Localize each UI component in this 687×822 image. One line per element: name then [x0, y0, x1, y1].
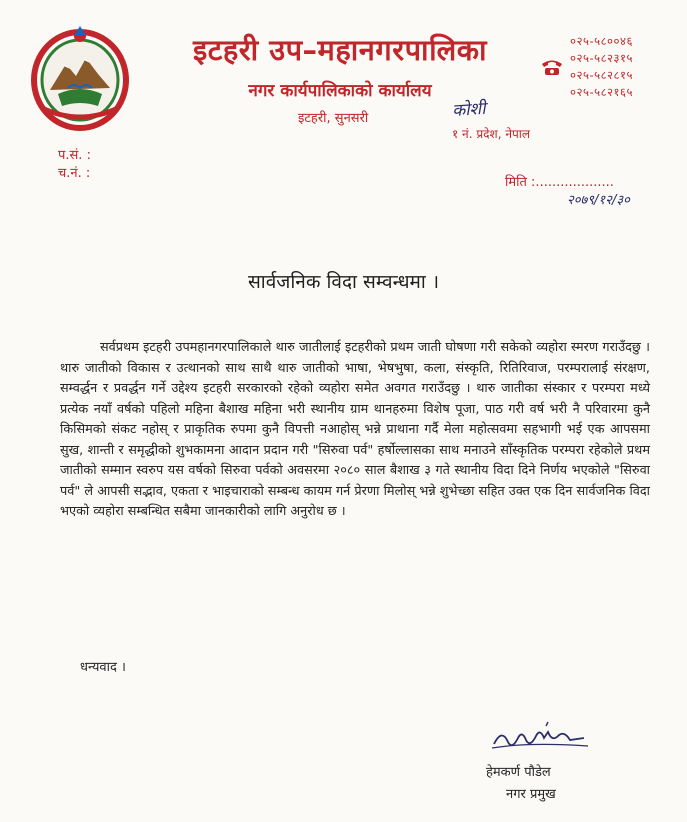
phone-number: ०२५-५८२८१५	[570, 68, 633, 82]
signer-title: नगर प्रमुख	[506, 787, 556, 802]
phone-numbers	[570, 33, 633, 101]
letter-subject: सार्वजनिक विदा सम्वन्धमा ।	[247, 271, 440, 293]
body-paragraph: सर्वप्रथम इटहरी उपमहानगरपालिकाले थारु जातीलाई इटहरीको प्रथम जाती घोषणा गरी सकेको व्यहोरा स्मरण गराउँदछु । थारु जातीको विकास र उत्थानको साथ साथै थारु जातीको भाषा, भेषभुषा, कला, संस्कृति, रितिरिवाज, परम्परालाई संरक्षण, सम्वर्द्धन र प्रवर्द्धन गर्ने उद्देश्य इटहरी सरकारको रहेको व्यहोरा समेत अवगत गराउँदछु । थारु जातीका संस्कार र परम्परा मध्ये प्रत्येक नयाँ वर्षको पहिलो महिना बैशाख महिना भरी स्थानीय ग्राम थानहरुमा विशेष पूजा, पाठ गरी वर्ष भरी नै परिवारमा कुनै किसिमको संकट नहोस् र प्राकृतिक रुपमा कुनै विपत्ती नआहोस् भन्ने प्राथाना गर्दै मेला महोत्सवमा सहभागी भई एक आपसमा सुख, शान्ती र समृद्धीको शुभकामना आदान प्रदान गरी "सिरुवा पर्व" हर्षोल्लासका साथ मनाउने साँस्कृतिक परम्परा रहेकोले प्रथम जातीको सम्मान स्वरुप यस वर्षको सिरुवा पर्वको अवसरमा २०८० साल बैशाख ३ गते स्थानीय विदा दिने निर्णय भएकोले "सिरुवा पर्व" ले आपसी सद्भाव, एकता र भाइचाराको सम्बन्ध कायम गर्न प्रेरणा मिलोस् भन्ने शुभेच्छा सहित उक्त एक दिन सार्वजनिक विदा भएको व्यहोरा सम्बन्धित सबैमा जानकारीको लागि अनुरोध छ ।	[60, 340, 650, 519]
signature-icon	[488, 718, 592, 756]
org-title: इटहरी उप–महानगरपालिका	[192, 33, 488, 67]
org-subtitle: नगर कार्यपालिकाको कार्यालय	[248, 81, 432, 101]
phone-number: ०२५-५८२१६५	[570, 85, 633, 99]
phone-number: ०२५-५८२३१५	[570, 51, 633, 65]
phone-number: ०२५-५८००४६	[570, 34, 633, 48]
nepal-emblem-icon	[28, 22, 132, 132]
org-address: इटहरी, सुनसरी	[298, 111, 369, 126]
signer-name: हेमकर्ण पौडेल	[486, 765, 551, 780]
telephone-icon	[540, 58, 564, 76]
org-province: १ नं. प्रदेश, नेपाल	[452, 127, 531, 141]
thanks-text: धन्यवाद ।	[80, 660, 126, 675]
chalani-number-label: च.नं. :	[58, 166, 91, 181]
date-label: मिति :...................	[505, 175, 614, 190]
handwritten-province-note: कोशी	[451, 98, 487, 122]
letter-body	[60, 338, 650, 523]
date-value: २०७९/१२/३०	[567, 193, 630, 208]
patra-sankhya-label: प.सं. :	[58, 148, 91, 163]
